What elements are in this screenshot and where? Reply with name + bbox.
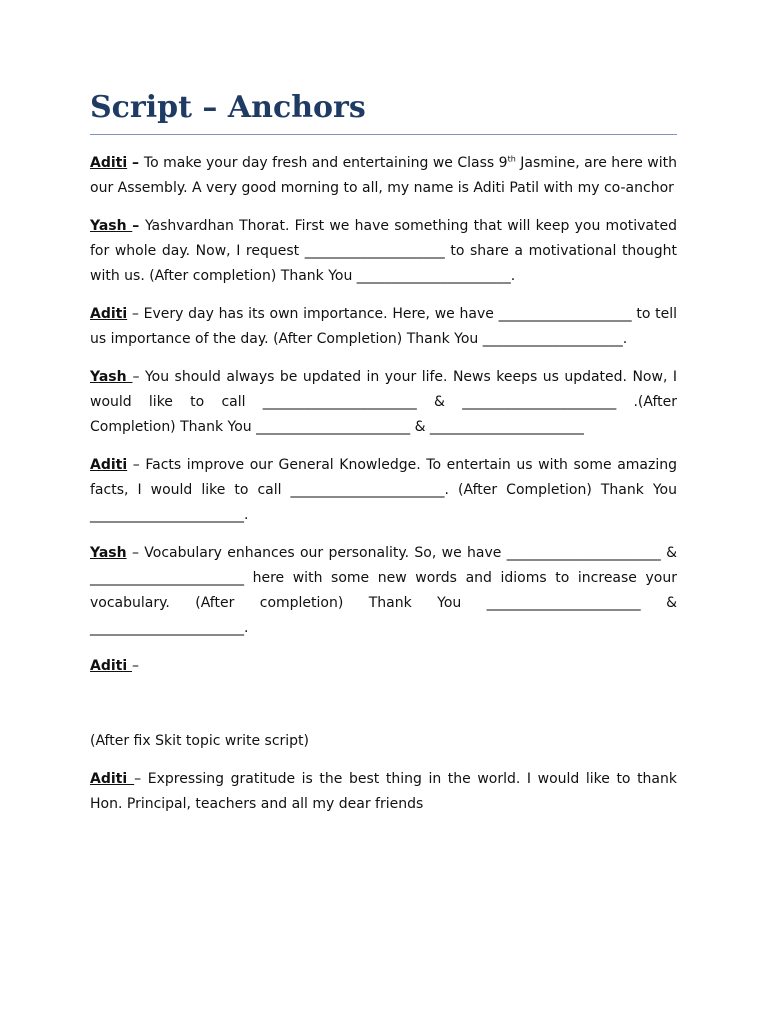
speaker-name: Yash: [90, 218, 133, 234]
paragraph-text: (After fix Skit topic write script): [90, 733, 310, 749]
paragraph-text: To make your day fresh and entertaining we Class 9: [143, 155, 508, 171]
paragraph-text: – Every day has its own importance. Here, we have ___________________ to tell us importance of the day. (After Completion) Thank You ____________________.: [90, 306, 677, 347]
paragraph-text: – Expressing gratitude is the best thing in the world. I would like to thank Hon. Principal, teachers and all my dear friends: [90, 771, 677, 812]
speaker-name: Aditi: [90, 771, 135, 787]
speaker-dash: –: [132, 218, 145, 234]
paragraph-aditi-intro: [90, 151, 677, 201]
paragraph-text: Jasmine, are here with our Assembly. A very good morning to all, my name is Aditi Patil with my co-anchor: [90, 155, 677, 196]
paragraph-aditi-blank: [90, 654, 677, 679]
speaker-name: Aditi: [90, 457, 128, 473]
paragraph-text: – Facts improve our General Knowledge. To entertain us with some amazing facts, I would like to call ______________________. (After Completion) Thank You ______________________.: [90, 457, 677, 523]
paragraph-yash-motivation: [90, 214, 677, 289]
paragraph-aditi-facts: [90, 453, 677, 528]
speaker-name: Aditi: [90, 658, 133, 674]
paragraph-skit-note: [90, 729, 677, 754]
paragraph-text: –: [132, 658, 140, 674]
speaker-name: Yash: [90, 545, 127, 561]
speaker-name: Yash: [90, 369, 133, 385]
speaker-dash: –: [127, 155, 144, 171]
paragraph-aditi-importance: [90, 302, 677, 352]
page-title: Script – Anchors: [90, 90, 677, 135]
superscript-ordinal: th: [507, 154, 516, 164]
speaker-name: Aditi: [90, 155, 128, 171]
paragraph-text: – You should always be updated in your life. News keeps us updated. Now, I would like to call ______________________ & ______________________ .(After Completion) Thank You ______________________ & ______________________: [90, 369, 677, 435]
document-page: [90, 90, 677, 817]
paragraph-yash-vocabulary: [90, 541, 677, 641]
paragraph-text: Yashvardhan Thorat. First we have something that will keep you motivated for whole day. Now, I request ____________________ to share a motivational thought with us. (After completion) Thank You ______________________.: [90, 218, 677, 284]
paragraph-yash-news: [90, 365, 677, 440]
paragraph-aditi-gratitude: [90, 767, 677, 817]
paragraph-text: – Vocabulary enhances our personality. So, we have ______________________ & ______________________ here with some new words and idioms to increase your vocabulary. (After completion) Thank You ______________________ & ______________________.: [90, 545, 677, 636]
speaker-name: Aditi: [90, 306, 128, 322]
